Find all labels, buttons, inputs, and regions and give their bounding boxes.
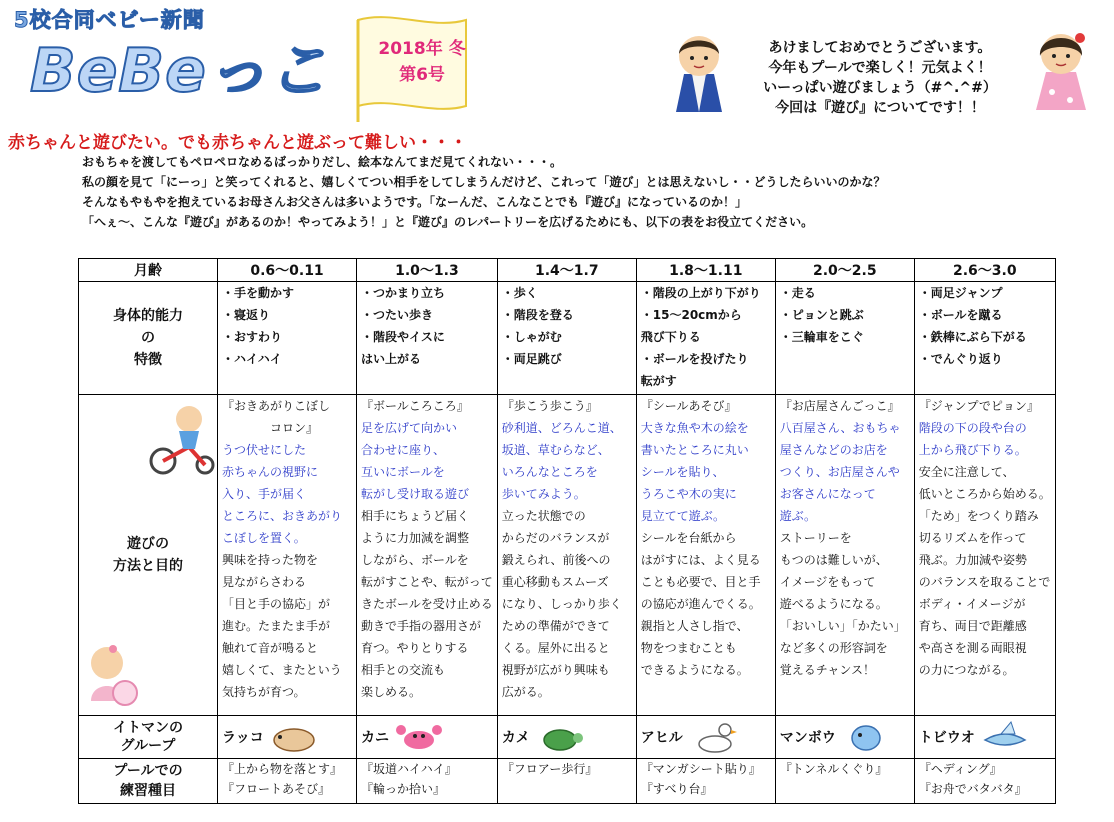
play-method: つくり、お店屋さんや xyxy=(779,465,900,479)
play-method: 遊ぶ。 xyxy=(779,509,817,523)
play-title: 『ジャンプでピョン』 xyxy=(918,399,1039,413)
group-name: トビウオ xyxy=(918,730,975,746)
group-name: アヒル xyxy=(640,730,683,746)
row-label-line: 練習種目 xyxy=(120,783,176,799)
play-purpose: 相手との交流も xyxy=(361,663,446,677)
play-method: 見立てて遊ぶ。 xyxy=(640,509,726,523)
pool-exercise: 『フロートあそび』 xyxy=(222,782,331,796)
play-purpose: 育つ。やりとりする xyxy=(361,641,469,655)
play-purpose: の協応が進んでくる。 xyxy=(640,597,761,611)
play-purpose: しながら、ボールを xyxy=(361,553,469,567)
row-label-line: グループ xyxy=(120,738,176,754)
age-range-cell: 1.0～1.3 xyxy=(357,259,498,282)
play-purpose: できるようになる。 xyxy=(640,663,749,677)
row-label-line: プールでの xyxy=(113,763,183,779)
play-purpose: ストーリーを xyxy=(779,531,852,545)
ability-item: ・ボールを投げたり xyxy=(640,352,749,366)
play-purpose: 転がすことや、転がって xyxy=(361,575,493,589)
play-cell xyxy=(914,395,1055,716)
play-method: シールを貼り、 xyxy=(640,465,725,479)
play-purpose: からだのバランスが xyxy=(501,531,610,545)
intro-line: 「へぇ～、こんな『遊び』があるのか！やってみよう！」と『遊び』のレパートリーを広げるためにも、以下の表をお役立てください。 xyxy=(82,215,814,229)
intro-line: 私の顔を見て「にーっ」と笑ってくれると、嬉しくてつい相手をしてしまうんだけど、これって「遊び」とは思えないし・・どうしたらいいのかな？ xyxy=(82,175,886,189)
intro-paragraph xyxy=(82,152,886,232)
play-purpose: 親指と人さし指で、 xyxy=(640,619,749,633)
play-cell xyxy=(218,395,357,716)
play-method: 階段の下の段や台の xyxy=(918,421,1027,435)
ability-item: ・階段やイスに xyxy=(361,330,445,344)
girl-in-kimono-icon xyxy=(1026,22,1096,112)
play-purpose: のバランスを取ることで xyxy=(918,575,1051,589)
newsletter-subtitle: 5校合同ベビー新聞 xyxy=(14,8,205,32)
pool-exercise: 『フロアー歩行』 xyxy=(501,762,598,776)
play-method: 歩いてみよう。 xyxy=(501,487,586,501)
sunfish-icon xyxy=(842,720,890,754)
play-purpose: シールを台紙から xyxy=(640,531,737,545)
greeting-line: いーっぱい遊びましょう（#^.^#） xyxy=(763,80,997,96)
group-label-cell xyxy=(79,716,218,759)
age-range-cell: 1.4～1.7 xyxy=(497,259,636,282)
play-method: お客さんになって xyxy=(779,487,876,501)
row-label-line: イトマンの xyxy=(113,720,183,736)
play-method: こぼしを置く。 xyxy=(222,531,306,545)
ability-cell xyxy=(497,282,636,395)
play-purpose: 立った状態での xyxy=(501,509,586,523)
pool-exercise: 『上から物を落とす』 xyxy=(222,762,343,776)
pool-cell xyxy=(218,759,357,804)
play-label-text xyxy=(81,533,215,577)
ability-item: ・歩く xyxy=(501,286,538,300)
play-cell xyxy=(357,395,498,716)
ability-row xyxy=(79,282,1056,395)
play-method: 互いにボールを xyxy=(361,465,445,479)
play-method: うろこや木の実に xyxy=(640,487,737,501)
age-range-cell: 1.8～1.11 xyxy=(636,259,775,282)
play-purpose: 進む。たまたま手が xyxy=(222,619,331,633)
ability-item: ・鉄棒にぶら下がる xyxy=(918,330,1027,344)
play-purpose: になり、しっかり歩く xyxy=(501,597,622,611)
intro-line: おもちゃを渡してもペロペロなめるばっかりだし、絵本なんてまだ見てくれない・・・。 xyxy=(82,155,563,169)
ability-item: 飛び下りる xyxy=(640,330,701,344)
play-method: 入り、手が届く xyxy=(222,487,307,501)
group-entry xyxy=(780,720,910,754)
play-purpose: 低いところから始める。 xyxy=(918,487,1051,501)
ability-item: ・寝返り xyxy=(222,308,271,322)
play-label-cell xyxy=(79,395,218,716)
play-purpose: ための準備ができて xyxy=(501,619,610,633)
play-purpose: 「ため」をつくり踏み xyxy=(918,509,1039,523)
ability-item: ・おすわり xyxy=(222,330,283,344)
group-cell xyxy=(218,716,357,759)
play-purpose: 動きで手指の器用さが xyxy=(361,619,482,633)
pool-exercise: 『トンネルくぐり』 xyxy=(779,762,888,776)
play-purpose: 触れて音が鳴ると xyxy=(222,641,319,655)
play-purpose: 楽しめる。 xyxy=(361,685,422,699)
row-label-line: の xyxy=(141,330,155,346)
ability-item: ・三輪車をこぐ xyxy=(779,330,864,344)
ability-item: ・つたい歩き xyxy=(361,308,434,322)
pool-exercise: 『ヘディング』 xyxy=(918,762,1002,776)
play-method: いろんなところを xyxy=(501,465,598,479)
ability-item: ・つかまり立ち xyxy=(361,286,446,300)
group-name: カニ xyxy=(361,730,389,746)
pool-label-cell xyxy=(79,759,218,804)
play-purpose: 見ながらさわる xyxy=(222,575,307,589)
age-header-cell: 月齢 xyxy=(79,259,218,282)
play-purpose: 育ち、両目で距離感 xyxy=(918,619,1027,633)
play-method: 屋さんなどのお店を xyxy=(779,443,888,457)
ability-item: ・しゃがむ xyxy=(501,330,562,344)
issue-number: 第6号 xyxy=(399,65,445,85)
ability-item: ・15～20cmから xyxy=(640,308,742,322)
play-title: 『お店屋さんごっこ』 xyxy=(779,399,900,413)
lead-headline: 赤ちゃんと遊びたい。でも赤ちゃんと遊ぶって難しい・・・ xyxy=(8,133,467,153)
play-guide-table xyxy=(78,258,1056,804)
play-purpose: 視野が広がり興味も xyxy=(501,663,610,677)
ability-item: ・でんぐり返り xyxy=(918,352,1003,366)
newsletter-title: BeBeっこ xyxy=(30,36,329,106)
pool-cell xyxy=(636,759,775,804)
pool-cell xyxy=(914,759,1055,804)
greeting-line: あけましておめでとうございます。 xyxy=(768,40,992,56)
play-purpose: ように力加減を調整 xyxy=(361,531,470,545)
row-label-line: 身体的能力 xyxy=(113,308,183,324)
pool-cell xyxy=(497,759,636,804)
group-name: カメ xyxy=(501,730,530,746)
age-range-cell: 2.6～3.0 xyxy=(914,259,1055,282)
group-entry xyxy=(222,720,352,754)
ability-item: ・ハイハイ xyxy=(222,352,282,366)
play-purpose: はがすには、よく見る xyxy=(640,553,761,567)
group-cell xyxy=(636,716,775,759)
header-row xyxy=(79,259,1056,282)
ability-item: 転がす xyxy=(640,374,677,388)
ability-label-cell xyxy=(79,282,218,395)
play-title: コロン』 xyxy=(222,421,319,435)
duck-icon xyxy=(689,720,737,754)
row-label-line: 方法と目的 xyxy=(113,558,183,574)
greeting-line: 今年もプールで楽しく！元気よく！ xyxy=(768,60,992,76)
play-purpose: 安全に注意して、 xyxy=(918,465,1015,479)
play-method: 赤ちゃんの視野に xyxy=(222,465,319,479)
group-name: ラッコ xyxy=(222,730,264,746)
ability-item: ・両足跳び xyxy=(501,352,562,366)
play-cell xyxy=(497,395,636,716)
group-entry xyxy=(919,720,1051,754)
pool-exercise: 『お舟でバタバタ』 xyxy=(918,782,1027,796)
pool-exercise: 『すべり台』 xyxy=(640,782,713,796)
play-method: 八百屋さん、おもちゃ xyxy=(779,421,901,435)
crab-icon xyxy=(395,720,443,754)
ability-item: はい上がる xyxy=(361,352,422,366)
play-purpose: 気持ちが育つ。 xyxy=(222,685,306,699)
play-cell xyxy=(775,395,914,716)
play-purpose: くる。屋外に出ると xyxy=(501,641,610,655)
play-purpose: ことも必要で、目と手 xyxy=(640,575,761,589)
ability-cell xyxy=(775,282,914,395)
play-method: 砂利道、どろんこ道、 xyxy=(501,421,622,435)
play-method: 上から飛び下りる。 xyxy=(918,443,1027,457)
play-purpose: 遊べるようになる。 xyxy=(779,597,888,611)
group-row xyxy=(79,716,1056,759)
group-cell xyxy=(914,716,1055,759)
boy-in-kimono-icon xyxy=(664,24,734,114)
ability-item: ・ピョンと跳ぶ xyxy=(779,308,864,322)
play-title: 『おきあがりこぼし xyxy=(222,399,331,413)
play-purpose: もつのは難しいが、 xyxy=(779,553,888,567)
play-method: 大きな魚や木の絵を xyxy=(640,421,749,435)
play-cell xyxy=(636,395,775,716)
play-method: 足を広げて向かい xyxy=(361,421,458,435)
play-purpose: 広がる。 xyxy=(501,685,550,699)
play-purpose: 相手にちょうど届く xyxy=(361,509,470,523)
intro-line: そんなもやもやを抱えているお母さんお父さんは多いようです。「なーんだ、こんなことでも『遊び』になっているのか！」 xyxy=(82,195,748,209)
ability-cell xyxy=(636,282,775,395)
turtle-icon xyxy=(536,720,584,754)
greeting-line: 今回は『遊び』についてです！！ xyxy=(775,100,985,116)
play-method: 合わせに座り、 xyxy=(361,443,446,457)
ability-item: ・手を動かす xyxy=(222,286,295,300)
pool-exercise: 『輪っか拾い』 xyxy=(361,782,446,796)
pool-cell xyxy=(775,759,914,804)
play-purpose: の力につながる。 xyxy=(918,663,1015,677)
play-purpose: 「おいしい」「かたい」 xyxy=(779,619,906,633)
play-purpose: 「目と手の協応」が xyxy=(222,597,331,611)
play-method: 転がし受け取る遊び xyxy=(361,487,470,501)
age-range-cell: 0.6～0.11 xyxy=(218,259,357,282)
play-method: うつ伏せにした xyxy=(222,443,307,457)
pool-exercise: 『坂道ハイハイ』 xyxy=(361,762,457,776)
play-purpose: や高さを測る両眼視 xyxy=(918,641,1027,655)
ability-item: ・両足ジャンプ xyxy=(918,286,1003,300)
ability-cell xyxy=(218,282,357,395)
group-entry xyxy=(361,720,493,754)
group-entry xyxy=(502,720,632,754)
group-cell xyxy=(357,716,498,759)
baby-on-tricycle-icon xyxy=(149,399,219,479)
ability-item: ・ボールを蹴る xyxy=(918,308,1003,322)
group-cell xyxy=(497,716,636,759)
pool-exercise: 『マンガシート貼り』 xyxy=(640,762,761,776)
play-purpose: 嬉しくて、またという xyxy=(222,663,342,677)
play-method: 坂道、草むらなど、 xyxy=(501,443,610,457)
play-purpose: 飛ぶ。力加減や姿勢 xyxy=(918,553,1028,567)
sea-otter-icon xyxy=(270,720,318,754)
row-label-line: 特徴 xyxy=(134,352,162,368)
play-title: 『シールあそび』 xyxy=(640,399,737,413)
play-purpose: 切るリズムを作って xyxy=(918,531,1027,545)
play-purpose: 物をつまむことも xyxy=(640,641,737,655)
baby-with-ball-icon xyxy=(83,641,143,711)
play-purpose: など多くの形容詞を xyxy=(779,641,888,655)
issue-season: 2018年 冬 xyxy=(378,39,466,59)
pool-cell xyxy=(357,759,498,804)
group-cell xyxy=(775,716,914,759)
ability-item: ・階段の上がり下がり xyxy=(640,286,761,300)
pool-row xyxy=(79,759,1056,804)
play-purpose: 覚えるチャンス！ xyxy=(779,663,876,677)
age-range-cell: 2.0～2.5 xyxy=(775,259,914,282)
play-title: 『歩こう歩こう』 xyxy=(501,399,598,413)
ability-item: ・走る xyxy=(779,286,816,300)
row-label-line: 遊びの xyxy=(127,536,169,552)
greeting-message xyxy=(730,38,1030,118)
play-purpose: イメージをもって xyxy=(779,575,876,589)
flying-fish-icon xyxy=(981,720,1029,754)
ability-cell xyxy=(357,282,498,395)
ability-item: ・階段を登る xyxy=(501,308,574,322)
play-purpose: きたボールを受け止める xyxy=(361,597,493,611)
play-purpose: 興味を持った物を xyxy=(222,553,319,567)
group-name: マンボウ xyxy=(779,730,836,746)
group-entry xyxy=(641,720,771,754)
play-title: 『ボールころころ』 xyxy=(361,399,469,413)
play-method: 書いたところに丸い xyxy=(640,443,749,457)
play-purpose: 鍛えられ、前後への xyxy=(501,553,611,567)
play-purpose: ボディ・イメージが xyxy=(918,597,1026,611)
play-method: ところに、おきあがり xyxy=(222,509,343,523)
play-row xyxy=(79,395,1056,716)
play-purpose: 重心移動もスムーズ xyxy=(501,575,609,589)
ability-cell xyxy=(914,282,1055,395)
